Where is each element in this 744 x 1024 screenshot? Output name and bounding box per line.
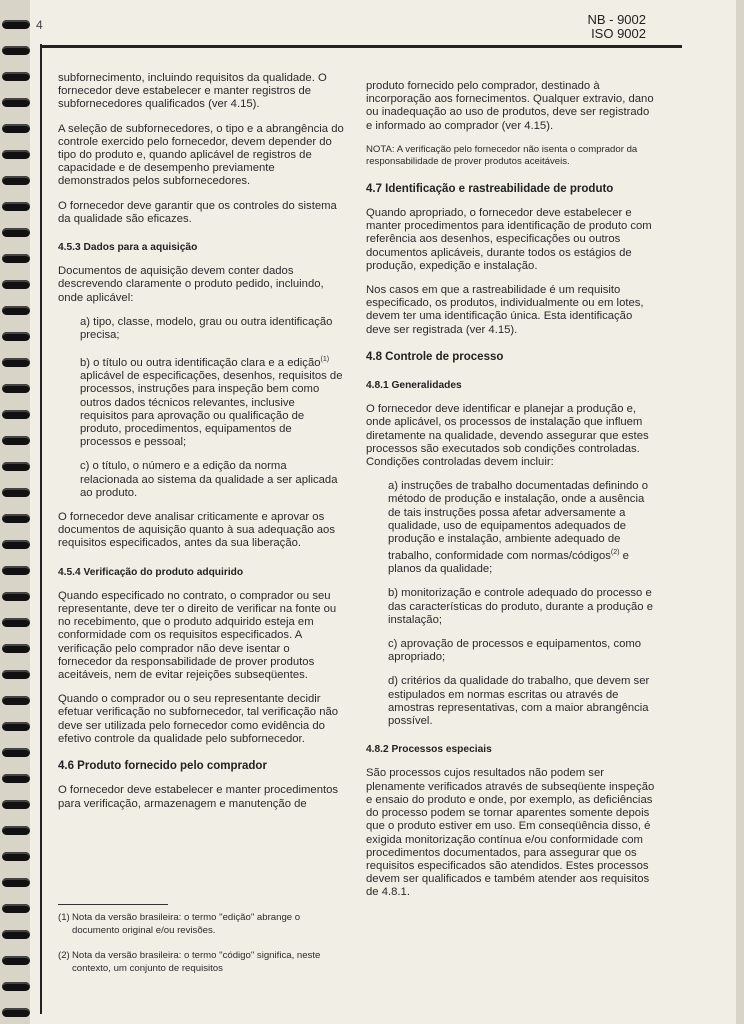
- binding-ring: [2, 1008, 30, 1017]
- footnote-mark: (2): [58, 950, 70, 961]
- binding-ring: [2, 826, 30, 835]
- binding-ring: [2, 748, 30, 757]
- binding-ring: [2, 280, 30, 289]
- binding-ring: [2, 358, 30, 367]
- binding-ring: [2, 72, 30, 81]
- binding-ring: [2, 462, 30, 471]
- footnote-mark: (1): [58, 912, 70, 923]
- binding-ring: [2, 956, 30, 965]
- paragraph: produto fornecido pelo comprador, destinado à incorporação aos fornecimentos. Qualquer extravio, dano ou inadequação ao uso de produtos, deve ser registrado e informado ao comprador (ver 4.15).: [366, 80, 654, 132]
- footnote-rule: [58, 904, 168, 905]
- binding-ring: [2, 592, 30, 601]
- paragraph: Nos casos em que a rastreabilidade é um requisito especificado, os produtos, individualmente ou em lotes, devem ter uma identificação única. Esta identificação deve ser registrada (ver 4.15).: [366, 284, 644, 336]
- paragraph: O fornecedor deve garantir que os controles do sistema da qualidade são eficazes.: [58, 199, 337, 225]
- binding-ring: [2, 618, 30, 627]
- binding-ring: [2, 930, 30, 939]
- binding-ring: [2, 332, 30, 341]
- list-item: a) tipo, classe, modelo, grau ou outra identificação precisa;: [80, 315, 333, 342]
- binding-ring: [2, 514, 30, 523]
- binding-ring: [2, 202, 30, 211]
- binding-ring: [2, 176, 30, 185]
- list-item-text: e planos da qualidade;: [388, 550, 629, 576]
- left-column: [58, 72, 346, 822]
- list-item: c) aprovação de processos e equipamentos, como apropriado;: [388, 638, 642, 664]
- paragraph: Quando o comprador ou o seu representante decidir efetuar verificação no subfornecedor, tal verificação não deve ser utilizada pelo fornecedor como evidência do efetivo controle da qualidade pelo subfornecedor.: [58, 693, 339, 745]
- paragraph: Quando especificado no contrato, o comprador ou seu representante, deve ter o direito de verificar na fonte ou no recebimento, que o produto adquirido esteja em conformidade com os requisitos especificados. A verificação pelo comprador não deve isentar o fornecedor da responsabilidade de prover produtos aceitáveis, nem de evitar rejeições subseqüentes.: [58, 589, 337, 682]
- binding-ring: [2, 982, 30, 991]
- paragraph: subfornecimento, incluindo requisitos da qualidade. O fornecedor deve estabelecer e manter registros de subfornecedores qualificados (ver 4.15).: [58, 72, 327, 111]
- paragraph: Quando apropriado, o fornecedor deve estabelecer e manter procedimentos para identificação de produto com referência aos desenhos, especificações ou outros documentos aplicáveis, durante todos os estágios de produção, expedição e instalação.: [366, 207, 652, 272]
- footnote-1: [58, 912, 348, 937]
- binding-ring: [2, 124, 30, 133]
- binding-ring: [2, 254, 30, 263]
- list-item: b) monitorização e controle adequado do processo e das características do produto, durante a produção e instalação;: [388, 587, 654, 626]
- paragraph: Documentos de aquisição devem conter dados descrevendo claramente o produto pedido, incluindo, onde aplicável:: [58, 265, 324, 304]
- list-item: [388, 480, 656, 576]
- binding-ring: [2, 566, 30, 575]
- binding-ring: [2, 904, 30, 913]
- list-item: d) critérios da qualidade do trabalho, que devem ser estipulados em normas escritas ou através de amostras representativas, com a maior abrangência possível.: [388, 675, 650, 728]
- header-rule: [42, 45, 682, 48]
- binding-ring: [2, 410, 30, 419]
- section-heading-4-8-1: 4.8.1 Generalidades: [366, 380, 462, 392]
- binding-ring: [2, 722, 30, 731]
- paragraph: O fornecedor deve analisar criticamente e aprovar os documentos de aquisição quanto à sua adequação aos requisitos especificados, antes da sua liberação.: [58, 511, 335, 550]
- spiral-binding: [0, 0, 34, 1024]
- binding-ring: [2, 540, 30, 549]
- binding-ring: [2, 852, 30, 861]
- footnote-text: Nota da versão brasileira: o termo "edição" abrange o documento original e/ou revisões.: [72, 912, 301, 936]
- page-number: 4: [36, 18, 43, 32]
- right-column: [366, 80, 656, 911]
- standard-code-nb: NB - 9002: [587, 12, 646, 27]
- section-heading-4-5-3: 4.5.3 Dados para a aquisição: [58, 242, 198, 254]
- footnote-text: Nota da versão brasileira: o termo "código" significa, neste contexto, um conjunto de requisitos: [72, 950, 321, 974]
- list-item: c) o título, o número e a edição da norma relacionada ao sistema da qualidade a ser aplicada ao produto.: [80, 460, 338, 499]
- binding-ring: [2, 228, 30, 237]
- document-page: [30, 0, 736, 1024]
- binding-ring: [2, 774, 30, 783]
- section-heading-4-6: 4.6 Produto fornecido pelo comprador: [58, 760, 267, 773]
- footnote-ref: (1): [320, 356, 330, 364]
- binding-ring: [2, 644, 30, 653]
- list-item-text: a) instruções de trabalho documentadas definindo o método de produção e instalação, onde a ausência de tais instruções possa afetar adversamente a qualidade, uso de equipamentos adequados de produção e instalação, ambiente adequado de trabalho, conformidade com normas/códigos: [388, 480, 648, 563]
- margin-rule: [40, 44, 42, 1014]
- paragraph: O fornecedor deve estabelecer e manter procedimentos para verificação, armazenagem e manutenção de: [58, 784, 339, 810]
- binding-ring: [2, 20, 30, 29]
- section-heading-4-8-2: 4.8.2 Processos especiais: [366, 744, 492, 756]
- paragraph: A seleção de subfornecedores, o tipo e a abrangência do controle exercido pelo fornecedor, devem depender do tipo do produto e, quando aplicável de registros de capacidade e de desempenho previamente demonstrados pelos subfornecedores.: [58, 122, 344, 188]
- binding-ring: [2, 436, 30, 445]
- list-item-text: aplicável de especificações, desenhos, requisitos de processos, instruções para inspeção bem como outros dados técnicos relevantes, inclusive requisitos para aprovação ou qualificação de produto, procedimentos, equipamentos de processos e pessoal;: [80, 370, 343, 449]
- paragraph: O fornecedor deve identificar e planejar a produção e, onde aplicável, os processos de instalação que influem diretamente na qualidade, devendo assegurar que estes processos são executados sob condições controladas. Condições controladas devem incluir:: [366, 403, 649, 469]
- section-heading-4-8: 4.8 Controle de processo: [366, 350, 504, 363]
- binding-ring: [2, 696, 30, 705]
- section-heading-4-5-4: 4.5.4 Verificação do produto adquirido: [58, 566, 244, 578]
- binding-ring: [2, 488, 30, 497]
- binding-ring: [2, 150, 30, 159]
- binding-ring: [2, 384, 30, 393]
- binding-ring: [2, 306, 30, 315]
- binding-ring: [2, 46, 30, 55]
- standard-code-iso: ISO 9002: [591, 26, 646, 41]
- binding-ring: [2, 670, 30, 679]
- note: NOTA: A verificação pelo fornecedor não isenta o comprador da responsabilidade de prover produtos aceitáveis.: [366, 143, 638, 168]
- paragraph: São processos cujos resultados não podem ser plenamente verificados através de subseqüente inspeção e ensaio do produto e onde, por exemplo, as deficiências do processo podem se tornar aparentes somente depois que o produto estiver em uso. Em conseqüência disso, é exigida monitorização contínua e/ou conformidade com procedimentos documentados, para assegurar que os requisitos especificados são atendidos. Estes processos devem ser qualificados e também atender aos requisitos de 4.8.1.: [366, 767, 655, 899]
- footnote-2: [58, 950, 348, 975]
- section-heading-4-7: 4.7 Identificação e rastreabilidade de produto: [366, 182, 614, 195]
- list-item: [80, 353, 346, 449]
- binding-ring: [2, 98, 30, 107]
- binding-ring: [2, 800, 30, 809]
- footnote-ref: (2): [610, 549, 620, 557]
- binding-ring: [2, 878, 30, 887]
- list-item-text: b) o título ou outra identificação clara e a edição: [80, 357, 321, 370]
